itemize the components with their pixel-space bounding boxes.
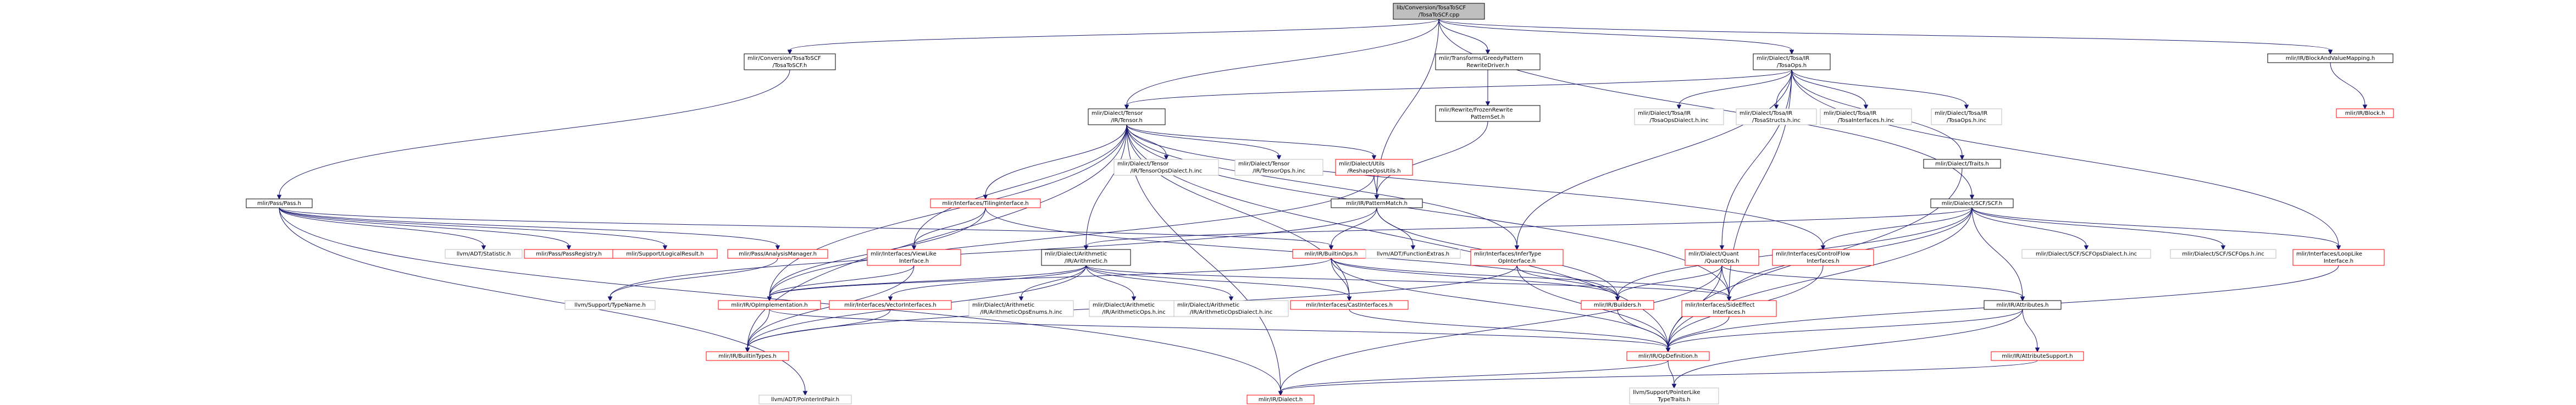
edge-tensor-to-castif <box>1127 125 1351 301</box>
node-label-line: Interfaces.h <box>1713 309 1746 315</box>
edge-arrowhead <box>2021 297 2025 301</box>
edge-root-to-blockmap <box>1439 19 2333 54</box>
node-label-line: mlir/Dialect/Tensor <box>1117 161 1169 167</box>
node-label-line: mlir/IR/OpDefinition.h <box>1638 353 1698 359</box>
node-arith_enums_inc <box>969 301 1073 317</box>
node-tosa_structs_inc <box>1736 109 1816 125</box>
node-label-line: llvm/ADT/PointerIntPair.h <box>771 397 840 403</box>
edge-arrowhead <box>2329 50 2333 54</box>
node-label-line: Interfaces.h <box>1807 258 1840 264</box>
edge-line <box>279 208 778 246</box>
node-label-line: /TosaOpsDialect.h.inc <box>1649 118 1709 124</box>
edge-arrowhead <box>1329 246 1333 249</box>
node-label-line: mlir/Pass/AnalysisManager.h <box>739 251 817 257</box>
edge-arith-to-castif <box>1086 265 1351 301</box>
node-label-line: mlir/Dialect/Arithmetic <box>1093 302 1155 308</box>
node-label-line: /TosaStructs.h.inc <box>1752 118 1801 124</box>
node-label-line: /TosaOps.h <box>1776 63 1807 69</box>
edge-root-to-conv_h <box>788 19 1439 54</box>
edge-line <box>1374 175 1377 195</box>
edge-patternmatch-to-funcextras <box>1377 208 1415 249</box>
edge-line <box>1722 265 1729 297</box>
edge-arrowhead <box>1775 105 1779 109</box>
node-funcextras <box>1366 249 1460 258</box>
edge-reshape-to-patternmatch <box>1374 175 1379 199</box>
edge-arrowhead <box>1672 384 1676 388</box>
edge-line <box>1127 125 1374 156</box>
edge-arrowhead <box>1727 297 1731 301</box>
edge-arrowhead <box>1616 297 1620 301</box>
node-label-line: /IR/ArithmeticOps.h.inc <box>1102 309 1166 315</box>
node-label-line: mlir/Interfaces/CastInterfaces.h <box>1306 302 1393 308</box>
edge-blockmap-to-block <box>2330 63 2367 109</box>
node-builtinops[interactable] <box>1293 249 1370 258</box>
edge-greedy-to-frozen <box>1486 70 1490 106</box>
node-patternmatch[interactable] <box>1331 199 1422 208</box>
node-scf_ops_inc <box>2170 249 2276 258</box>
node-label-line: mlir/IR/Attributes.h <box>1996 302 2049 308</box>
edge-line <box>1668 208 1972 348</box>
node-frozen[interactable] <box>1436 106 1540 121</box>
edge-arrowhead <box>1677 105 1681 109</box>
edge-line <box>610 208 1377 297</box>
node-label-line: mlir/Dialect/SCF/SCF.h <box>1941 201 2003 207</box>
node-infertype[interactable] <box>1471 249 1563 265</box>
edge-line <box>1349 309 1668 348</box>
edge-line <box>985 125 1127 195</box>
edge-arrowhead <box>663 246 667 249</box>
graph-edges <box>278 19 2367 395</box>
node-label-line: mlir/Dialect/Tosa/IR <box>1757 56 1810 62</box>
node-analysismgr[interactable] <box>728 249 828 258</box>
node-label-line: mlir/Dialect/Utils <box>1339 161 1385 167</box>
node-label-line: mlir/Interfaces/LoopLike <box>2296 251 2363 257</box>
edge-line <box>1281 360 1668 391</box>
node-opdef[interactable] <box>1627 352 1709 360</box>
node-block[interactable] <box>2336 109 2394 118</box>
edge-tensor-to-infertype <box>1127 125 1519 249</box>
edge-line <box>1086 265 1729 297</box>
node-ptrintpair <box>759 395 851 404</box>
edge-arrowhead <box>1279 391 1283 395</box>
edge-line <box>1127 19 1439 105</box>
node-label-line: mlir/Dialect/Arithmetic <box>1045 251 1107 257</box>
node-label-line: mlir/IR/PatternMatch.h <box>1345 201 1408 207</box>
node-label-line: mlir/Dialect/Tosa/IR <box>1824 110 1877 116</box>
node-label-line: Interface.h <box>899 258 929 264</box>
edge-reshape-to-opimpl <box>768 175 1375 301</box>
node-label-line: mlir/IR/BuiltinTypes.h <box>718 353 777 359</box>
node-label-line: mlir/Pass/PassRegistry.h <box>536 251 602 257</box>
edge-pass-to-builtinops <box>279 208 1333 249</box>
edge-tosaops-to-tensor <box>1125 70 1792 109</box>
node-conv_h[interactable] <box>744 54 835 70</box>
edge-tensor-to-reshape <box>1127 125 1376 159</box>
node-label-line: mlir/Dialect/Tosa/IR <box>1935 110 1988 116</box>
edge-tensor-to-tiling <box>984 125 1127 199</box>
node-label-line: mlir/Interfaces/InferType <box>1474 251 1542 257</box>
node-label-line: mlir/Dialect/Tensor <box>1092 110 1143 116</box>
node-statistic <box>445 249 522 258</box>
node-label-line: mlir/Rewrite/FrozenRewrite <box>1439 107 1513 113</box>
edge-line <box>1021 265 1086 297</box>
node-arith_dialect_inc <box>1174 301 1288 317</box>
node-label-line: mlir/Interfaces/SideEffect <box>1685 302 1755 308</box>
edge-line <box>769 125 1127 297</box>
node-passregistry[interactable] <box>524 249 613 258</box>
edge-attributes-to-attrsupport <box>2023 309 2040 352</box>
node-tosa_iface_inc <box>1820 109 1912 125</box>
node-label-line: mlir/Dialect/Tosa/IR <box>1740 110 1793 116</box>
node-opimpl[interactable] <box>718 301 821 309</box>
edge-line <box>1722 70 1792 246</box>
edge-tensor-to-tensor_ops_inc <box>1127 125 1281 159</box>
edge-arrowhead <box>912 246 916 249</box>
edge-conv_h-to-pass <box>278 70 790 199</box>
edge-tosaops-to-looplike <box>1792 70 2341 249</box>
node-label-line: mlir/IR/AttributeSupport.h <box>2002 353 2073 359</box>
edge-arrowhead <box>788 50 792 54</box>
edge-arrowhead <box>1125 105 1129 109</box>
edge-scf-to-attributes <box>1972 208 2025 301</box>
edge-arrowhead <box>1020 297 1023 301</box>
node-sideeffect[interactable] <box>1682 301 1776 317</box>
edge-line <box>2023 309 2037 348</box>
node-label-line: mlir/IR/BuiltinOps.h <box>1304 251 1358 257</box>
edge-opdef-to-ptrlike <box>1668 360 1676 388</box>
edge-arrowhead <box>746 348 750 352</box>
edge-arrowhead <box>1375 195 1379 199</box>
edge-line <box>890 265 1086 297</box>
node-label-line: mlir/IR/OpImplementation.h <box>731 302 808 308</box>
node-castif[interactable] <box>1290 301 1408 309</box>
node-pass[interactable] <box>246 199 312 208</box>
edge-arrowhead <box>776 246 780 249</box>
node-label-line: mlir/Interfaces/ControlFlow <box>1776 251 1851 257</box>
node-label-line: mlir/Dialect/Tensor <box>1238 161 1290 167</box>
node-attrsupport[interactable] <box>1991 352 2084 360</box>
node-blockmap[interactable] <box>2268 54 2393 63</box>
edge-arrowhead <box>2085 246 2089 249</box>
node-label-line: llvm/Support/PointerLike <box>1633 390 1700 396</box>
node-reshape[interactable] <box>1336 159 1412 175</box>
node-tosa_dialect_inc <box>1635 109 1724 125</box>
edge-tensor-to-builtintypes <box>746 125 1127 352</box>
node-typename <box>565 301 655 309</box>
node-label-line: mlir/Interfaces/VectorInterfaces.h <box>844 302 937 308</box>
edge-line <box>1331 208 1377 246</box>
node-builders[interactable] <box>1581 301 1654 309</box>
edge-vectorif-to-builtintypes <box>746 309 891 352</box>
edge-tosaops-to-tosa_ops_inc <box>1792 70 1969 109</box>
edge-arrowhead <box>2363 105 2367 109</box>
edge-arrowhead <box>1515 246 1519 249</box>
edge-arith-to-arith_ops_inc <box>1086 265 1136 301</box>
node-label-line: /ReshapeOpsUtils.h <box>1347 168 1401 174</box>
node-label-line: OpInterface.h <box>1498 258 1536 264</box>
edge-line <box>1792 70 1966 105</box>
edge-patternmatch-to-builtinops <box>1329 208 1377 249</box>
edge-arrowhead <box>1486 50 1490 54</box>
node-quantops[interactable] <box>1685 249 1759 265</box>
edge-arith-to-arith_dialect_inc <box>1086 265 1233 301</box>
edge-arrowhead <box>1411 246 1415 249</box>
edge-arrowhead <box>608 297 612 301</box>
edge-tosaops-to-infertype <box>1515 70 1792 249</box>
edge-line <box>1439 19 1792 50</box>
node-label-line: RewriteDriver.h <box>1466 63 1509 69</box>
node-arith_ops_inc <box>1089 301 1178 317</box>
edge-line <box>1972 208 2023 297</box>
edge-arrowhead <box>889 297 893 301</box>
edge-line <box>1668 360 1674 384</box>
edge-arrowhead <box>2222 246 2225 249</box>
node-ptrlike <box>1630 388 1719 404</box>
edge-tosaops-to-tosa_iface_inc <box>1792 70 1868 109</box>
node-label-line: mlir/Dialect/SCF/SCFOpsDialect.h.inc <box>2035 251 2137 257</box>
node-label-line: mlir/Dialect/SCF/SCFOps.h.inc <box>2182 251 2264 257</box>
edge-root-to-tensor <box>1125 19 1439 109</box>
edge-line <box>1792 70 1866 105</box>
edge-line <box>1377 121 1488 195</box>
edge-infertype-to-builders <box>1517 265 1620 301</box>
node-label-line: /TosaInterfaces.h.inc <box>1837 118 1894 124</box>
node-label-line: mlir/Support/LogicalResult.h <box>626 251 704 257</box>
edge-arrowhead <box>278 195 281 199</box>
edge-arrowhead <box>482 246 486 249</box>
node-label-line: /IR/TensorOps.h.inc <box>1253 168 1305 174</box>
edge-arrowhead <box>804 391 807 395</box>
node-label-line: mlir/IR/Builders.h <box>1593 302 1642 308</box>
edge-arrowhead <box>1486 102 1490 106</box>
node-greedy[interactable] <box>1436 54 1540 70</box>
edge-pass-to-logicalresult <box>279 208 667 249</box>
edge-quantops-to-dialect <box>1279 265 1722 395</box>
node-label-line: llvm/ADT/Statistic.h <box>456 251 511 257</box>
node-traits[interactable] <box>1924 159 2001 168</box>
node-looplike[interactable] <box>2293 249 2384 265</box>
edge-arrowhead <box>2036 348 2040 352</box>
edge-scf-to-looplike <box>1972 208 2341 249</box>
edge-line <box>279 70 790 195</box>
edge-arrowhead <box>1084 246 1088 249</box>
edge-line <box>1617 309 1668 348</box>
node-label-line: mlir/IR/Dialect.h <box>1258 397 1303 403</box>
edge-line <box>2330 63 2365 105</box>
node-label-line: mlir/IR/Block.h <box>2345 110 2385 116</box>
edge-arrowhead <box>1720 246 1724 249</box>
node-label-line: /TosaOps.h.inc <box>1947 118 1986 124</box>
node-label-line: lib/Conversion/TosaToSCF <box>1397 5 1466 11</box>
node-tensor_dialect_inc <box>1114 159 1218 175</box>
node-vectorif[interactable] <box>829 301 951 309</box>
node-label-line: /IR/TensorOpsDialect.h.inc <box>1130 168 1203 174</box>
node-dialect[interactable] <box>1247 395 1314 404</box>
edge-line <box>1127 70 1792 105</box>
edge-tosaops-to-tosa_dialect_inc <box>1677 70 1792 109</box>
edge-line <box>1517 70 1792 246</box>
edge-arrowhead <box>1372 156 1376 159</box>
node-label-line: mlir/Dialect/Traits.h <box>1935 161 1989 167</box>
node-label-line: mlir/IR/BlockAndValueMapping.h <box>2285 56 2375 62</box>
node-tosa_ops_inc <box>1931 109 2002 125</box>
node-tensor_ops_inc <box>1235 159 1323 175</box>
node-label-line: Interface.h <box>2323 258 2354 264</box>
edge-arrowhead <box>1960 156 1964 159</box>
edge-line <box>1127 125 1517 246</box>
edge-line <box>769 265 914 297</box>
edge-line <box>1439 19 2330 50</box>
node-controlflow[interactable] <box>1772 249 1874 265</box>
edge-line <box>1281 360 2037 391</box>
node-viewlike[interactable] <box>867 249 961 265</box>
edge-arrowhead <box>1864 105 1868 109</box>
edge-line <box>279 208 808 391</box>
edge-scf-to-arith <box>1084 208 1973 249</box>
node-logicalresult[interactable] <box>613 249 717 258</box>
edge-line <box>1127 125 1279 156</box>
edge-line <box>790 19 1439 50</box>
edge-opdef-to-dialect <box>1279 360 1669 395</box>
node-label-line: mlir/Dialect/Tosa/IR <box>1638 110 1691 116</box>
edge-line <box>279 208 665 246</box>
edge-line <box>1972 208 2223 246</box>
node-label-line: TypeTraits.h <box>1658 397 1691 403</box>
node-scf[interactable] <box>1931 199 2013 208</box>
node-tiling[interactable] <box>930 199 1040 208</box>
edge-line <box>1679 70 1792 105</box>
edge-line <box>747 309 769 348</box>
edge-root-to-tosaops <box>1439 19 1794 54</box>
edge-arith-to-vectorif <box>889 265 1087 301</box>
edge-line <box>1776 70 1792 105</box>
edge-line <box>1127 125 1823 246</box>
edge-line <box>610 258 778 297</box>
node-label-line: mlir/Conversion/TosaToSCF <box>747 56 821 62</box>
edge-line <box>1823 208 1972 246</box>
edge-attributes-to-ptrlike <box>1672 309 2023 388</box>
edge-arrowhead <box>567 246 571 249</box>
node-label-line: mlir/Dialect/Arithmetic <box>972 302 1035 308</box>
edge-quantops-to-attributes <box>1722 265 2025 301</box>
node-label-line: llvm/Support/TypeName.h <box>574 302 646 308</box>
node-root <box>1393 3 1484 19</box>
edge-arrowhead <box>1132 297 1136 301</box>
edge-line <box>1972 208 2339 246</box>
edge-line <box>769 175 1374 297</box>
node-label-line: mlir/Pass/Pass.h <box>257 201 301 207</box>
node-label-line: /IR/ArithmeticOpsEnums.h.inc <box>980 309 1062 315</box>
edge-patternmatch-to-typename <box>608 208 1377 301</box>
node-tosaops[interactable] <box>1753 54 1830 70</box>
node-label-line: mlir/Transforms/GreedyPattern <box>1439 56 1524 62</box>
edge-castif-to-opdef <box>1349 309 1670 352</box>
edge-line <box>1127 125 1349 297</box>
node-label-line: /TosaToSCF.cpp <box>1418 12 1460 18</box>
edge-arrowhead <box>1790 50 1794 54</box>
edge-arrowhead <box>2337 246 2341 249</box>
edge-line <box>279 208 1281 391</box>
edge-arrowhead <box>1348 297 1351 301</box>
edge-line <box>1439 19 1488 50</box>
node-tensor[interactable] <box>1088 109 1165 125</box>
edge-arrowhead <box>1965 105 1969 109</box>
node-label-line: mlir/Dialect/Arithmetic <box>1177 302 1240 308</box>
edge-pass-to-analysismgr <box>279 208 780 249</box>
node-label-line: /QuantOps.h <box>1704 258 1740 264</box>
node-builtintypes[interactable] <box>706 352 789 360</box>
edge-arrowhead <box>1277 156 1281 159</box>
node-label-line: mlir/Dialect/Quant <box>1688 251 1739 257</box>
edge-arrowhead <box>1229 297 1233 301</box>
node-label-line: /TosaToSCF.h <box>772 63 807 69</box>
node-label-line: /IR/ArithmeticOpsDialect.h.inc <box>1189 309 1273 315</box>
node-label-line: mlir/Interfaces/ViewLike <box>871 251 937 257</box>
edge-line <box>1972 208 2086 246</box>
edge-line <box>1792 70 2339 246</box>
edge-line <box>1086 208 1972 246</box>
edge-line <box>279 208 484 246</box>
node-label-line: mlir/Interfaces/TilingInterface.h <box>942 201 1029 207</box>
node-arith[interactable] <box>1042 249 1131 265</box>
node-label-line: /IR/Tensor.h <box>1111 118 1143 124</box>
edge-tensor-to-opimpl <box>768 125 1127 301</box>
edge-analysismgr-to-typename <box>608 258 778 301</box>
node-label-line: /IR/Arithmetic.h <box>1064 258 1108 264</box>
edge-line <box>279 208 1331 246</box>
node-attributes[interactable] <box>1984 301 2061 309</box>
edge-arrowhead <box>1970 195 1974 199</box>
edge-arrowhead <box>1666 348 1670 352</box>
edge-arith-to-arith_enums_inc <box>1020 265 1087 301</box>
edge-tosaops-to-tosa_structs_inc <box>1775 70 1792 109</box>
edge-scf-to-scf_dialect_inc <box>1972 208 2089 249</box>
node-label-line: PatternSet.h <box>1471 114 1505 120</box>
node-label-line: llvm/ADT/FunctionExtras.h <box>1376 251 1450 257</box>
node-scf_dialect_inc <box>2022 249 2151 258</box>
